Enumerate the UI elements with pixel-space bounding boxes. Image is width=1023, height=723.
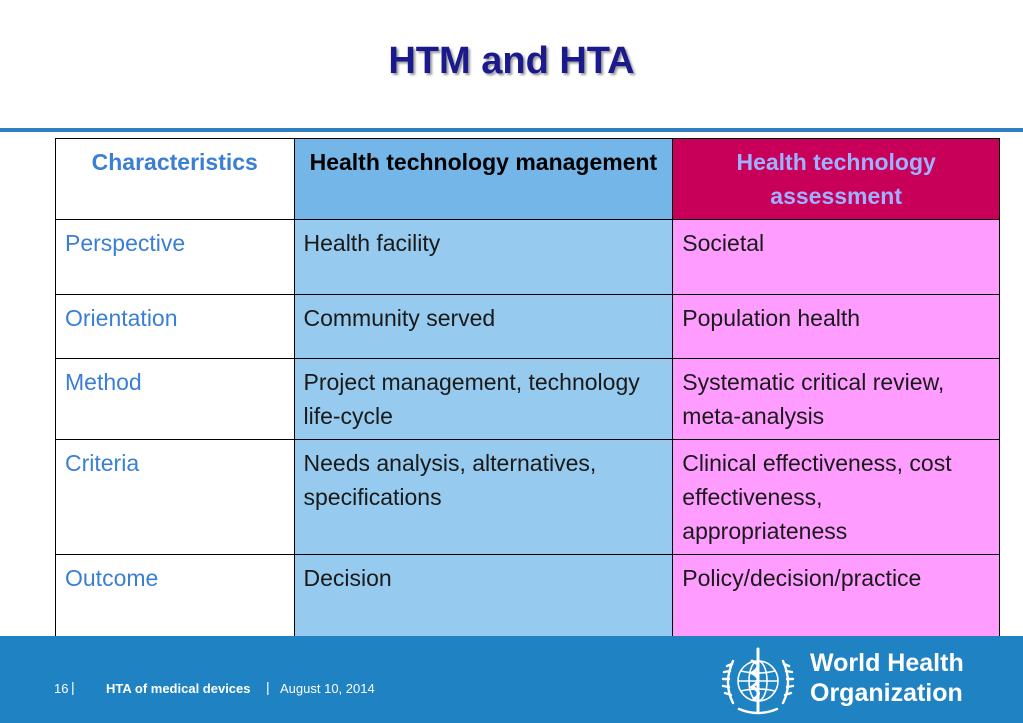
org-name-line1: World Health [810, 649, 964, 677]
footer-separator: | [71, 679, 75, 695]
row-label: Method [56, 359, 295, 440]
row-label: Perspective [56, 220, 295, 295]
table-row [56, 220, 1000, 295]
footer-date: August 10, 2014 [280, 681, 375, 696]
hta-cell: Societal [673, 220, 1000, 295]
hta-cell: Policy/decision/practice [673, 555, 1000, 642]
table-header-row [56, 139, 1000, 220]
who-emblem-icon [719, 645, 797, 719]
comparison-table [55, 138, 1000, 642]
header-htm: Health technology management [294, 139, 673, 220]
who-logo-text [810, 648, 964, 708]
page-number: 16 [54, 681, 69, 696]
row-label: Outcome [56, 555, 295, 642]
htm-cell: Project management, technology life-cycle [294, 359, 673, 440]
htm-cell: Decision [294, 555, 673, 642]
document-title: HTA of medical devices [106, 681, 251, 696]
table-row [56, 440, 1000, 555]
slide-title: HTM and HTA [388, 40, 635, 82]
hta-cell: Systematic critical review, meta-analysis [673, 359, 1000, 440]
hta-cell: Population health [673, 295, 1000, 359]
htm-cell: Community served [294, 295, 673, 359]
htm-cell: Needs analysis, alternatives, specifications [294, 440, 673, 555]
org-name-line2: Organization [810, 679, 963, 707]
title-divider [0, 128, 1023, 132]
row-label: Criteria [56, 440, 295, 555]
row-label: Orientation [56, 295, 295, 359]
hta-cell: Clinical effectiveness, cost effectiveness, appropriateness [673, 440, 1000, 555]
table-row [56, 359, 1000, 440]
table-row [56, 555, 1000, 642]
footer-separator: | [266, 679, 270, 695]
header-characteristics: Characteristics [56, 139, 295, 220]
htm-cell: Health facility [294, 220, 673, 295]
header-hta: Health technology assessment [673, 139, 1000, 220]
table-row [56, 295, 1000, 359]
